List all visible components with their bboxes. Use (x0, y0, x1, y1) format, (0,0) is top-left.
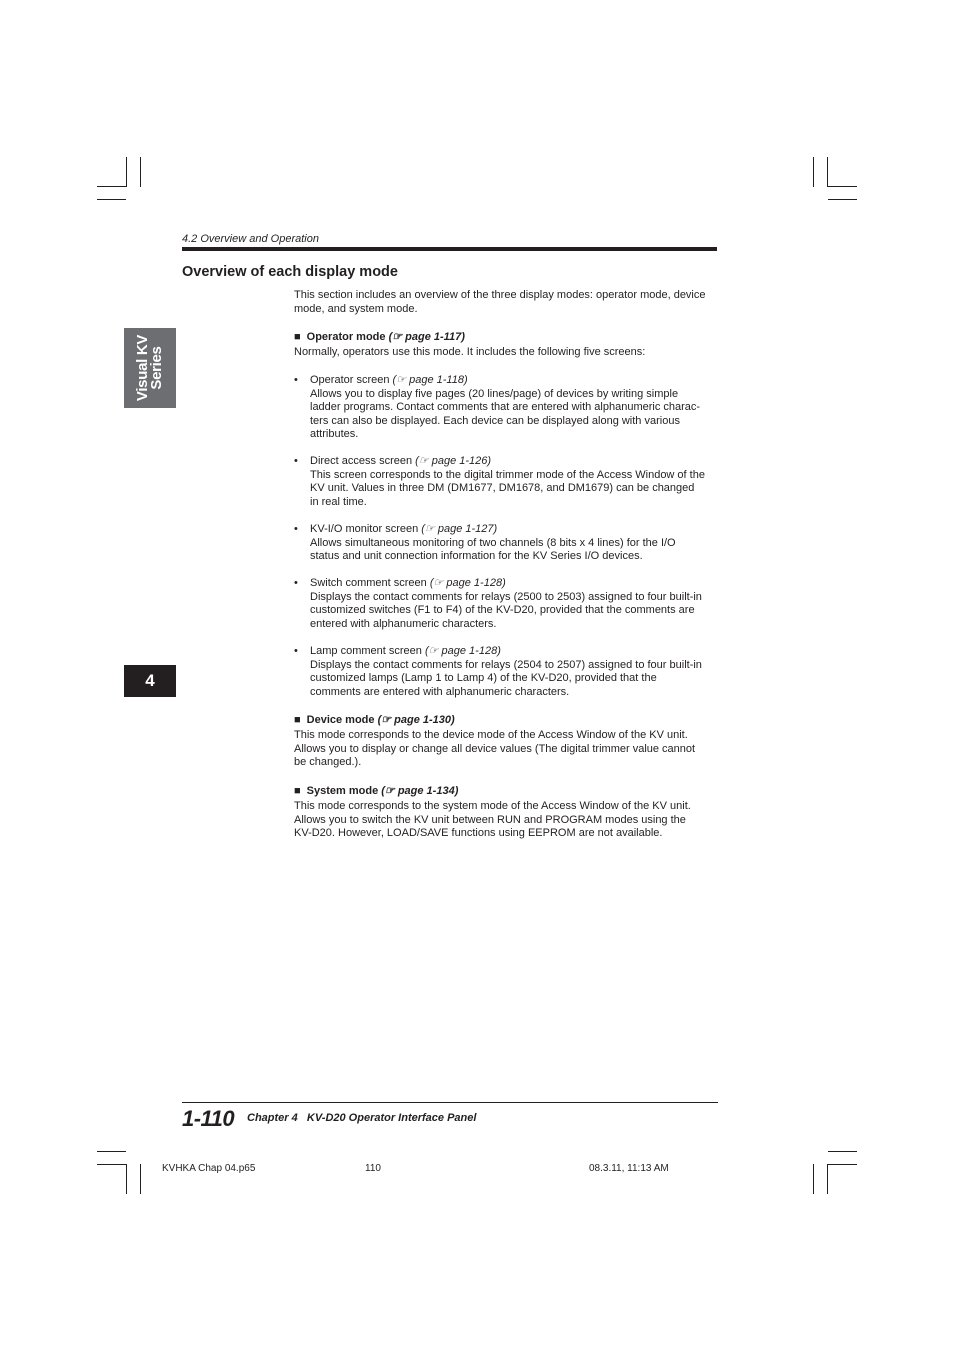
bullet-icon: • (294, 645, 298, 657)
system-mode-heading: ■ System mode (☞ page 1-134) (294, 785, 459, 797)
crop-mark (97, 1151, 126, 1152)
bullet-icon: • (294, 577, 298, 589)
crop-mark (97, 186, 126, 187)
slug-timestamp: 08.3.11, 11:13 AM (589, 1163, 669, 1174)
square-bullet-icon: ■ (294, 331, 301, 343)
operator-mode-heading: ■ Operator mode (☞ page 1-117) (294, 331, 465, 343)
bullet-icon: • (294, 374, 298, 386)
crop-mark (813, 157, 814, 187)
square-bullet-icon: ■ (294, 785, 301, 797)
crop-mark (813, 1164, 814, 1194)
page-reference: (☞ page 1-127) (421, 523, 498, 535)
device-mode-heading: ■ Device mode (☞ page 1-130) (294, 714, 455, 726)
crop-mark (126, 1164, 127, 1194)
crop-mark (828, 1164, 857, 1165)
slug-sheet-number: 110 (365, 1163, 381, 1174)
crop-mark (97, 199, 126, 200)
running-header: 4.2 Overview and Operation (182, 233, 319, 245)
page-number: 1-110 (182, 1106, 235, 1131)
device-mode-text: This mode corresponds to the device mode of the Access Window of the KV unit. Allows you to display or change all device values (The digital trimmer value cannot be changed.). (294, 729, 696, 769)
page-title: Overview of each display mode (182, 264, 398, 280)
page-reference: (☞ page 1-118) (392, 374, 468, 386)
side-tab (124, 328, 176, 408)
bullet-icon: • (294, 523, 298, 535)
crop-mark (126, 157, 127, 187)
square-bullet-icon: ■ (294, 714, 301, 726)
footer-chapter-title: Chapter 4 KV-D20 Operator Interface Panel (247, 1112, 477, 1124)
bullet-icon: • (294, 455, 298, 467)
page-reference: (☞ page 1-128) (424, 645, 501, 657)
system-mode-text: This mode corresponds to the system mode of the Access Window of the KV unit. Allows you to switch the KV unit between RUN and PROGRAM modes using the KV-D20. However, LOAD/SAVE functions using EEPROM are not available. (294, 800, 691, 840)
page-reference: (☞ page 1-126) (415, 455, 492, 467)
crop-mark (828, 1151, 857, 1152)
crop-mark (97, 1164, 126, 1165)
page-reference: (☞ page 1-128) (429, 577, 506, 589)
intro-paragraph: This section includes an overview of the three display modes: operator mode, device mode, and system mode. (294, 289, 706, 315)
side-tab-label: Visual KV Series (134, 334, 165, 402)
crop-mark (140, 157, 141, 187)
crop-mark (827, 1164, 828, 1194)
footer-rule (182, 1102, 718, 1103)
crop-mark (828, 186, 857, 187)
page-reference: (☞ page 1-117) (388, 331, 465, 343)
crop-mark (827, 157, 828, 187)
slug-file-name: KVHKA Chap 04.p65 (162, 1163, 256, 1174)
chapter-tab: 4 (124, 665, 176, 697)
operator-mode-text: Normally, operators use this mode. It includes the following five screens: (294, 346, 646, 358)
page-reference: (☞ page 1-134) (381, 785, 459, 797)
header-rule (182, 247, 717, 251)
page-reference: (☞ page 1-130) (377, 714, 455, 726)
crop-mark (140, 1164, 141, 1194)
crop-mark (828, 199, 857, 200)
